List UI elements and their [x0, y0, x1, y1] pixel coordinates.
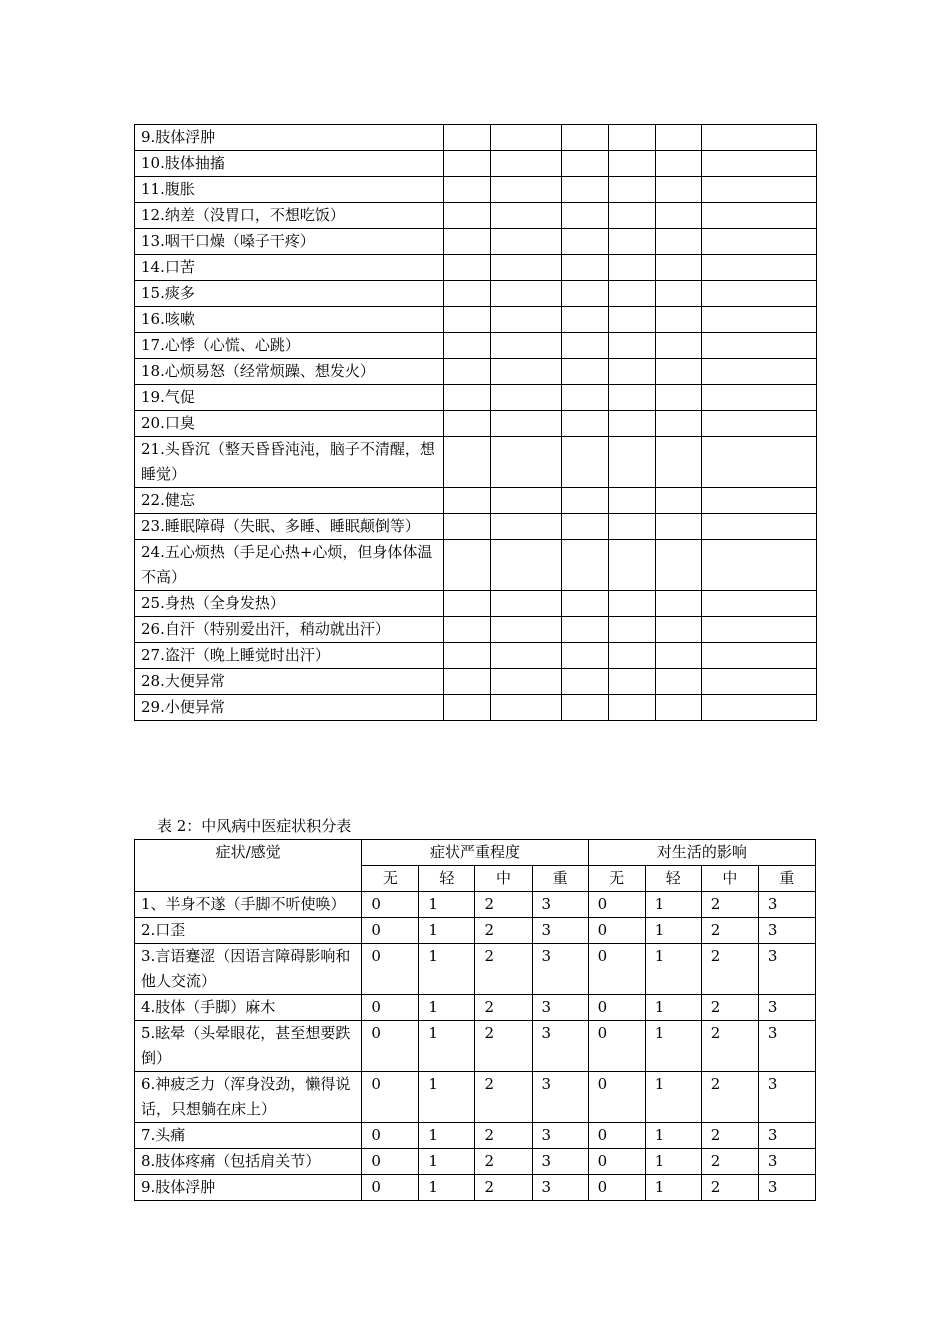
answer-cell[interactable] — [562, 229, 609, 255]
answer-cell[interactable] — [491, 488, 562, 514]
symptom-label: 22.健忘 — [135, 488, 444, 514]
score-option[interactable]: 2 — [475, 1123, 532, 1149]
answer-cell[interactable] — [444, 437, 491, 488]
answer-cell[interactable] — [444, 229, 491, 255]
symptom-label: 11.腹胀 — [135, 177, 444, 203]
score-option[interactable]: 1 — [419, 1021, 475, 1072]
score-option[interactable]: 2 — [701, 1072, 758, 1123]
answer-cell[interactable] — [444, 151, 491, 177]
impact-header: 对生活的影响 — [588, 840, 815, 866]
score-option[interactable]: 2 — [701, 1021, 758, 1072]
answer-cell[interactable] — [656, 514, 702, 540]
table-row — [135, 437, 817, 488]
symptom-header: 症状/感觉 — [135, 840, 362, 892]
table-row — [135, 255, 817, 281]
answer-cell[interactable] — [444, 488, 491, 514]
answer-cell[interactable] — [702, 411, 817, 437]
score-option[interactable]: 3 — [758, 1072, 815, 1123]
answer-cell[interactable] — [656, 669, 702, 695]
score-option[interactable]: 0 — [588, 918, 645, 944]
answer-cell[interactable] — [562, 281, 609, 307]
answer-cell[interactable] — [491, 669, 562, 695]
answer-cell[interactable] — [491, 359, 562, 385]
score-table-body — [135, 892, 816, 1201]
answer-cell[interactable] — [609, 151, 656, 177]
answer-cell[interactable] — [562, 177, 609, 203]
answer-cell[interactable] — [609, 695, 656, 721]
symptom-label: 18.心烦易怒（经常烦躁、想发火） — [135, 359, 444, 385]
score-option[interactable]: 1 — [645, 1021, 701, 1072]
symptom-label: 3.言语蹇涩（因语言障碍影响和他人交流） — [135, 944, 362, 995]
answer-cell[interactable] — [702, 540, 817, 591]
symptom-label: 16.咳嗽 — [135, 307, 444, 333]
answer-cell[interactable] — [609, 617, 656, 643]
score-option[interactable]: 2 — [475, 1021, 532, 1072]
score-option[interactable]: 2 — [475, 995, 532, 1021]
table-row — [135, 591, 817, 617]
level-header: 重 — [758, 866, 815, 892]
answer-cell[interactable] — [702, 307, 817, 333]
score-option[interactable]: 1 — [645, 1123, 701, 1149]
table-row — [135, 229, 817, 255]
answer-cell[interactable] — [702, 385, 817, 411]
score-option[interactable]: 0 — [362, 1175, 419, 1201]
answer-cell[interactable] — [656, 437, 702, 488]
answer-cell[interactable] — [444, 177, 491, 203]
answer-cell[interactable] — [562, 151, 609, 177]
answer-cell[interactable] — [491, 411, 562, 437]
table-row — [135, 918, 816, 944]
level-header: 无 — [362, 866, 419, 892]
answer-cell[interactable] — [609, 540, 656, 591]
score-option[interactable]: 3 — [532, 892, 588, 918]
answer-cell[interactable] — [702, 695, 817, 721]
symptom-label: 7.头痛 — [135, 1123, 362, 1149]
answer-cell[interactable] — [491, 151, 562, 177]
answer-cell[interactable] — [609, 514, 656, 540]
score-option[interactable]: 1 — [645, 1072, 701, 1123]
score-option[interactable]: 3 — [532, 995, 588, 1021]
symptom-label: 29.小便异常 — [135, 695, 444, 721]
table-row — [135, 643, 817, 669]
symptom-label: 13.咽干口燥（嗓子干疼） — [135, 229, 444, 255]
answer-cell[interactable] — [609, 643, 656, 669]
symptom-label: 6.神疲乏力（浑身没劲，懒得说话，只想躺在床上） — [135, 1072, 362, 1123]
symptom-label: 25.身热（全身发热） — [135, 591, 444, 617]
answer-cell[interactable] — [702, 203, 817, 229]
answer-cell[interactable] — [562, 333, 609, 359]
symptom-label: 15.痰多 — [135, 281, 444, 307]
symptom-label: 5.眩晕（头晕眼花，甚至想要跌倒） — [135, 1021, 362, 1072]
symptom-label: 23.睡眠障碍（失眠、多睡、睡眠颠倒等） — [135, 514, 444, 540]
answer-cell[interactable] — [656, 333, 702, 359]
answer-cell[interactable] — [609, 669, 656, 695]
score-option[interactable]: 2 — [475, 1149, 532, 1175]
symptom-label: 17.心悸（心慌、心跳） — [135, 333, 444, 359]
answer-cell[interactable] — [444, 307, 491, 333]
score-option[interactable]: 0 — [362, 1123, 419, 1149]
answer-cell[interactable] — [562, 359, 609, 385]
table-row — [135, 281, 817, 307]
score-option[interactable]: 2 — [475, 1072, 532, 1123]
level-header: 无 — [588, 866, 645, 892]
answer-cell[interactable] — [702, 255, 817, 281]
score-option[interactable]: 2 — [701, 1149, 758, 1175]
answer-cell[interactable] — [702, 125, 817, 151]
answer-cell[interactable] — [491, 695, 562, 721]
score-option[interactable]: 2 — [701, 944, 758, 995]
answer-cell[interactable] — [656, 125, 702, 151]
answer-cell[interactable] — [609, 281, 656, 307]
symptom-label: 9.肢体浮肿 — [135, 125, 444, 151]
answer-cell[interactable] — [562, 385, 609, 411]
answer-cell[interactable] — [444, 591, 491, 617]
answer-cell[interactable] — [656, 643, 702, 669]
score-option[interactable]: 1 — [419, 1123, 475, 1149]
score-option[interactable]: 0 — [588, 1175, 645, 1201]
table-row — [135, 617, 817, 643]
answer-cell[interactable] — [491, 125, 562, 151]
score-option[interactable]: 0 — [588, 1149, 645, 1175]
score-option[interactable]: 1 — [419, 1175, 475, 1201]
answer-cell[interactable] — [702, 333, 817, 359]
score-option[interactable]: 0 — [588, 892, 645, 918]
answer-cell[interactable] — [444, 643, 491, 669]
answer-cell[interactable] — [702, 177, 817, 203]
score-option[interactable]: 2 — [701, 1123, 758, 1149]
score-option[interactable]: 0 — [588, 1123, 645, 1149]
symptom-label: 9.肢体浮肿 — [135, 1175, 362, 1201]
score-option[interactable]: 1 — [419, 918, 475, 944]
answer-cell[interactable] — [491, 203, 562, 229]
score-option[interactable]: 2 — [701, 918, 758, 944]
score-option[interactable]: 0 — [588, 995, 645, 1021]
answer-cell[interactable] — [444, 617, 491, 643]
table-row — [135, 307, 817, 333]
stroke-tcm-symptom-score-table — [134, 839, 816, 1201]
table-row — [135, 995, 816, 1021]
symptom-label: 10.肢体抽搐 — [135, 151, 444, 177]
answer-cell[interactable] — [609, 229, 656, 255]
score-option[interactable]: 3 — [758, 1175, 815, 1201]
answer-cell[interactable] — [656, 591, 702, 617]
score-option[interactable]: 3 — [532, 1175, 588, 1201]
answer-cell[interactable] — [702, 669, 817, 695]
answer-cell[interactable] — [562, 669, 609, 695]
answer-cell[interactable] — [609, 591, 656, 617]
answer-cell[interactable] — [491, 333, 562, 359]
score-option[interactable]: 3 — [532, 918, 588, 944]
answer-cell[interactable] — [702, 591, 817, 617]
answer-cell[interactable] — [562, 307, 609, 333]
answer-cell[interactable] — [562, 643, 609, 669]
answer-cell[interactable] — [444, 411, 491, 437]
answer-cell[interactable] — [702, 151, 817, 177]
answer-cell[interactable] — [444, 281, 491, 307]
answer-cell[interactable] — [609, 307, 656, 333]
answer-cell[interactable] — [702, 229, 817, 255]
score-option[interactable]: 0 — [588, 944, 645, 995]
table-row — [135, 944, 816, 995]
score-option[interactable]: 0 — [362, 944, 419, 995]
answer-cell[interactable] — [656, 177, 702, 203]
answer-cell[interactable] — [656, 307, 702, 333]
answer-cell[interactable] — [702, 437, 817, 488]
answer-cell[interactable] — [656, 617, 702, 643]
answer-cell[interactable] — [702, 359, 817, 385]
answer-cell[interactable] — [562, 255, 609, 281]
score-option[interactable]: 3 — [532, 1149, 588, 1175]
answer-cell[interactable] — [491, 307, 562, 333]
score-option[interactable]: 0 — [362, 1072, 419, 1123]
answer-cell[interactable] — [609, 203, 656, 229]
answer-cell[interactable] — [609, 177, 656, 203]
answer-cell[interactable] — [444, 514, 491, 540]
score-option[interactable]: 3 — [758, 995, 815, 1021]
score-option[interactable]: 2 — [701, 892, 758, 918]
table-row — [135, 411, 817, 437]
score-option[interactable]: 2 — [475, 1175, 532, 1201]
answer-cell[interactable] — [702, 488, 817, 514]
score-option[interactable]: 3 — [532, 1072, 588, 1123]
table-row — [135, 125, 817, 151]
symptom-label: 4.肢体（手脚）麻木 — [135, 995, 362, 1021]
level-header: 轻 — [645, 866, 701, 892]
table-row — [135, 695, 817, 721]
severity-header: 症状严重程度 — [362, 840, 588, 866]
answer-cell[interactable] — [444, 359, 491, 385]
symptom-label: 28.大便异常 — [135, 669, 444, 695]
answer-cell[interactable] — [444, 695, 491, 721]
score-option[interactable]: 1 — [645, 1175, 701, 1201]
table-row — [135, 385, 817, 411]
score-option[interactable]: 0 — [588, 1021, 645, 1072]
score-option[interactable]: 0 — [362, 1021, 419, 1072]
symptom-label: 8.肢体疼痛（包括肩关节） — [135, 1149, 362, 1175]
score-option[interactable]: 3 — [758, 944, 815, 995]
symptom-label: 24.五心烦热（手足心热+心烦，但身体体温不高） — [135, 540, 444, 591]
symptom-table-continued — [134, 124, 817, 721]
score-option[interactable]: 2 — [475, 944, 532, 995]
answer-cell[interactable] — [444, 669, 491, 695]
answer-cell[interactable] — [562, 411, 609, 437]
answer-cell[interactable] — [491, 229, 562, 255]
table-row — [135, 540, 817, 591]
score-option[interactable]: 3 — [758, 1149, 815, 1175]
answer-cell[interactable] — [562, 203, 609, 229]
score-option[interactable]: 3 — [758, 918, 815, 944]
header-row-groups — [135, 840, 816, 866]
score-option[interactable]: 3 — [758, 1123, 815, 1149]
score-option[interactable]: 3 — [758, 892, 815, 918]
answer-cell[interactable] — [491, 617, 562, 643]
score-option[interactable]: 3 — [758, 1021, 815, 1072]
answer-cell[interactable] — [702, 617, 817, 643]
score-option[interactable]: 1 — [645, 892, 701, 918]
score-option[interactable]: 2 — [701, 1175, 758, 1201]
answer-cell[interactable] — [656, 411, 702, 437]
answer-cell[interactable] — [656, 385, 702, 411]
answer-cell[interactable] — [444, 385, 491, 411]
answer-cell[interactable] — [562, 514, 609, 540]
answer-cell[interactable] — [609, 437, 656, 488]
symptom-table-body — [135, 125, 817, 721]
answer-cell[interactable] — [609, 333, 656, 359]
table-row — [135, 1149, 816, 1175]
answer-cell[interactable] — [491, 591, 562, 617]
answer-cell[interactable] — [562, 488, 609, 514]
table-row — [135, 514, 817, 540]
table-row — [135, 488, 817, 514]
answer-cell[interactable] — [609, 255, 656, 281]
score-option[interactable]: 0 — [362, 918, 419, 944]
answer-cell[interactable] — [491, 177, 562, 203]
answer-cell[interactable] — [562, 125, 609, 151]
answer-cell[interactable] — [491, 255, 562, 281]
table-row — [135, 151, 817, 177]
score-option[interactable]: 1 — [645, 918, 701, 944]
table-row — [135, 203, 817, 229]
answer-cell[interactable] — [702, 514, 817, 540]
score-option[interactable]: 0 — [362, 995, 419, 1021]
answer-cell[interactable] — [491, 514, 562, 540]
answer-cell[interactable] — [656, 359, 702, 385]
symptom-label: 26.自汗（特别爱出汗，稍动就出汗） — [135, 617, 444, 643]
score-option[interactable]: 1 — [419, 892, 475, 918]
score-option[interactable]: 0 — [588, 1072, 645, 1123]
answer-cell[interactable] — [656, 281, 702, 307]
table-row — [135, 177, 817, 203]
answer-cell[interactable] — [609, 385, 656, 411]
answer-cell[interactable] — [656, 488, 702, 514]
answer-cell[interactable] — [656, 151, 702, 177]
answer-cell[interactable] — [562, 540, 609, 591]
table-row — [135, 892, 816, 918]
answer-cell[interactable] — [562, 437, 609, 488]
score-option[interactable]: 1 — [645, 944, 701, 995]
answer-cell[interactable] — [444, 540, 491, 591]
answer-cell[interactable] — [702, 281, 817, 307]
score-option[interactable]: 2 — [475, 918, 532, 944]
answer-cell[interactable] — [444, 125, 491, 151]
answer-cell[interactable] — [491, 643, 562, 669]
score-option[interactable]: 0 — [362, 1149, 419, 1175]
symptom-label: 2.口歪 — [135, 918, 362, 944]
answer-cell[interactable] — [444, 333, 491, 359]
score-option[interactable]: 0 — [362, 892, 419, 918]
symptom-label: 20.口臭 — [135, 411, 444, 437]
score-option[interactable]: 1 — [645, 1149, 701, 1175]
answer-cell[interactable] — [444, 255, 491, 281]
table-row — [135, 1175, 816, 1201]
answer-cell[interactable] — [656, 540, 702, 591]
answer-cell[interactable] — [491, 281, 562, 307]
symptom-label: 21.头昏沉（整天昏昏沌沌，脑子不清醒，想睡觉） — [135, 437, 444, 488]
answer-cell[interactable] — [656, 695, 702, 721]
symptom-label: 12.纳差（没胃口，不想吃饭） — [135, 203, 444, 229]
answer-cell[interactable] — [444, 203, 491, 229]
table-row — [135, 1021, 816, 1072]
answer-cell[interactable] — [656, 229, 702, 255]
level-header: 中 — [701, 866, 758, 892]
score-option[interactable]: 1 — [419, 944, 475, 995]
table-row — [135, 1123, 816, 1149]
score-option[interactable]: 1 — [645, 995, 701, 1021]
score-option[interactable]: 1 — [419, 995, 475, 1021]
score-option[interactable]: 3 — [532, 1123, 588, 1149]
symptom-label: 14.口苦 — [135, 255, 444, 281]
level-header: 重 — [532, 866, 588, 892]
symptom-label: 27.盗汗（晚上睡觉时出汗） — [135, 643, 444, 669]
level-header: 轻 — [419, 866, 475, 892]
answer-cell[interactable] — [702, 643, 817, 669]
level-header: 中 — [475, 866, 532, 892]
answer-cell[interactable] — [609, 359, 656, 385]
answer-cell[interactable] — [562, 591, 609, 617]
score-option[interactable]: 2 — [475, 892, 532, 918]
answer-cell[interactable] — [609, 488, 656, 514]
answer-cell[interactable] — [562, 617, 609, 643]
answer-cell[interactable] — [656, 203, 702, 229]
score-option[interactable]: 1 — [419, 1072, 475, 1123]
score-option[interactable]: 2 — [701, 995, 758, 1021]
answer-cell[interactable] — [491, 540, 562, 591]
symptom-label: 1、半身不遂（手脚不听使唤） — [135, 892, 362, 918]
table-row — [135, 333, 817, 359]
symptom-label: 19.气促 — [135, 385, 444, 411]
score-option[interactable]: 3 — [532, 944, 588, 995]
table-row — [135, 359, 817, 385]
answer-cell[interactable] — [491, 437, 562, 488]
table-row — [135, 669, 817, 695]
answer-cell[interactable] — [562, 695, 609, 721]
answer-cell[interactable] — [656, 255, 702, 281]
answer-cell[interactable] — [491, 385, 562, 411]
answer-cell[interactable] — [609, 411, 656, 437]
table2-caption: 表 2：中风病中医症状积分表 — [157, 817, 352, 835]
score-option[interactable]: 3 — [532, 1021, 588, 1072]
score-option[interactable]: 1 — [419, 1149, 475, 1175]
table-row — [135, 1072, 816, 1123]
answer-cell[interactable] — [609, 125, 656, 151]
